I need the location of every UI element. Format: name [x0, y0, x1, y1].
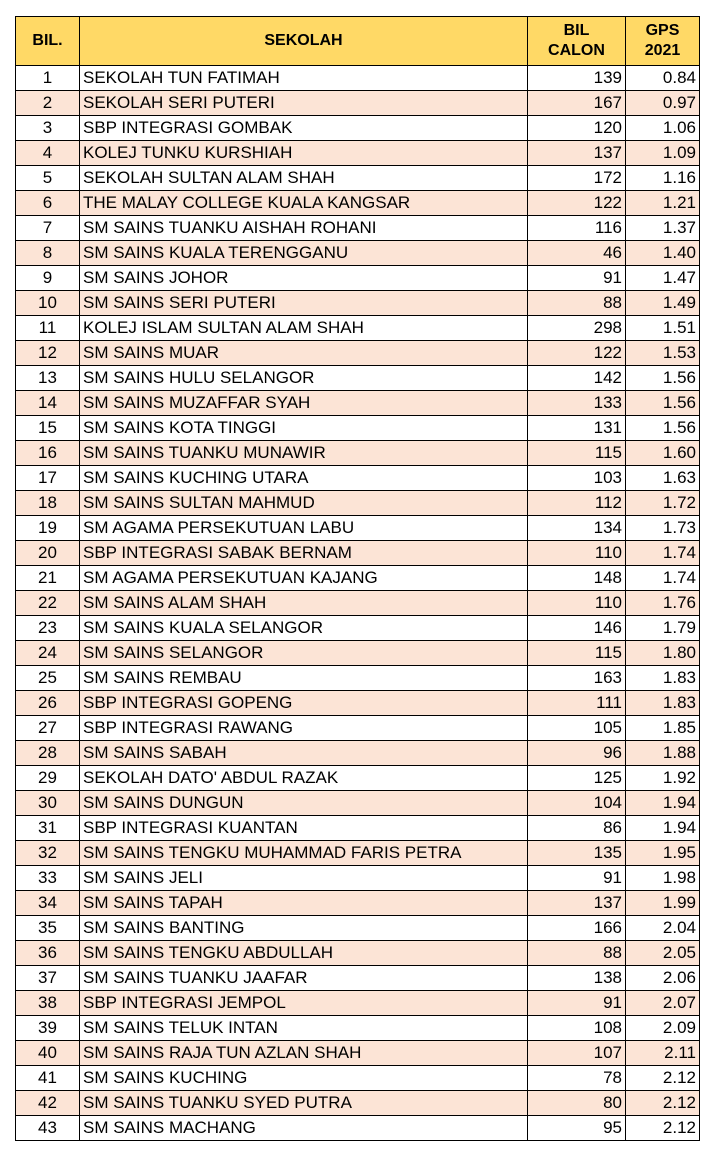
- cell-bil: 40: [16, 1041, 80, 1066]
- cell-sekolah: SM SAINS DUNGUN: [80, 791, 528, 816]
- cell-gps: 1.74: [626, 566, 700, 591]
- cell-gps: 2.12: [626, 1066, 700, 1091]
- cell-bil: 17: [16, 466, 80, 491]
- cell-bil-calon: 122: [528, 341, 626, 366]
- cell-bil: 2: [16, 91, 80, 116]
- cell-bil-calon: 108: [528, 1016, 626, 1041]
- cell-bil-calon: 146: [528, 616, 626, 641]
- cell-bil: 19: [16, 516, 80, 541]
- cell-sekolah: SM SAINS MUZAFFAR SYAH: [80, 391, 528, 416]
- cell-gps: 1.06: [626, 116, 700, 141]
- table-row: [16, 391, 700, 416]
- cell-gps: 1.51: [626, 316, 700, 341]
- cell-sekolah: SM SAINS KUCHING: [80, 1066, 528, 1091]
- cell-bil-calon: 80: [528, 1091, 626, 1116]
- table-row: [16, 791, 700, 816]
- cell-bil: 12: [16, 341, 80, 366]
- cell-gps: 1.21: [626, 191, 700, 216]
- cell-bil-calon: 86: [528, 816, 626, 841]
- table-row: [16, 766, 700, 791]
- cell-sekolah: SM SAINS JOHOR: [80, 266, 528, 291]
- cell-gps: 1.83: [626, 691, 700, 716]
- school-ranking-table: [15, 16, 700, 1141]
- cell-bil-calon: 91: [528, 266, 626, 291]
- cell-bil-calon: 163: [528, 666, 626, 691]
- cell-sekolah: SM SAINS TUANKU AISHAH ROHANI: [80, 216, 528, 241]
- table-row: [16, 141, 700, 166]
- cell-gps: 1.49: [626, 291, 700, 316]
- table-row: [16, 741, 700, 766]
- table-row: [16, 941, 700, 966]
- header-row: [16, 17, 700, 66]
- cell-bil-calon: 110: [528, 591, 626, 616]
- cell-bil: 41: [16, 1066, 80, 1091]
- table-row: [16, 216, 700, 241]
- header-bil-calon: [528, 17, 626, 66]
- cell-sekolah: THE MALAY COLLEGE KUALA KANGSAR: [80, 191, 528, 216]
- cell-bil: 6: [16, 191, 80, 216]
- table-row: [16, 866, 700, 891]
- table-row: [16, 666, 700, 691]
- cell-gps: 1.37: [626, 216, 700, 241]
- cell-sekolah: SM SAINS BANTING: [80, 916, 528, 941]
- table-row: [16, 966, 700, 991]
- cell-bil-calon: 95: [528, 1116, 626, 1141]
- table-row: [16, 266, 700, 291]
- cell-bil-calon: 137: [528, 141, 626, 166]
- cell-gps: 1.94: [626, 791, 700, 816]
- cell-bil-calon: 46: [528, 241, 626, 266]
- cell-bil: 43: [16, 1116, 80, 1141]
- cell-bil-calon: 107: [528, 1041, 626, 1066]
- table-row: [16, 516, 700, 541]
- cell-bil: 1: [16, 66, 80, 91]
- cell-sekolah: SEKOLAH TUN FATIMAH: [80, 66, 528, 91]
- cell-bil-calon: 298: [528, 316, 626, 341]
- cell-sekolah: SEKOLAH DATO' ABDUL RAZAK: [80, 766, 528, 791]
- cell-bil: 25: [16, 666, 80, 691]
- cell-gps: 1.63: [626, 466, 700, 491]
- cell-bil-calon: 125: [528, 766, 626, 791]
- cell-sekolah: SM SAINS KUALA TERENGGANU: [80, 241, 528, 266]
- table-row: [16, 916, 700, 941]
- cell-gps: 1.92: [626, 766, 700, 791]
- cell-bil-calon: 131: [528, 416, 626, 441]
- cell-bil: 35: [16, 916, 80, 941]
- cell-bil-calon: 172: [528, 166, 626, 191]
- cell-sekolah: SEKOLAH SERI PUTERI: [80, 91, 528, 116]
- cell-bil: 18: [16, 491, 80, 516]
- cell-sekolah: SM SAINS HULU SELANGOR: [80, 366, 528, 391]
- header-sekolah: SEKOLAH: [80, 17, 528, 66]
- cell-bil: 30: [16, 791, 80, 816]
- table-row: [16, 191, 700, 216]
- cell-bil: 28: [16, 741, 80, 766]
- cell-sekolah: SEKOLAH SULTAN ALAM SHAH: [80, 166, 528, 191]
- header-gps-line2: 2021: [644, 42, 681, 59]
- table-row: [16, 291, 700, 316]
- table-row: [16, 491, 700, 516]
- table-row: [16, 566, 700, 591]
- cell-sekolah: SM SAINS MUAR: [80, 341, 528, 366]
- cell-bil: 22: [16, 591, 80, 616]
- cell-gps: 1.47: [626, 266, 700, 291]
- cell-bil-calon: 88: [528, 291, 626, 316]
- cell-gps: 1.56: [626, 366, 700, 391]
- cell-bil: 37: [16, 966, 80, 991]
- table-body: [16, 66, 700, 1141]
- table-header: [16, 17, 700, 66]
- cell-gps: 1.94: [626, 816, 700, 841]
- cell-sekolah: SM SAINS SABAH: [80, 741, 528, 766]
- cell-bil: 42: [16, 1091, 80, 1116]
- cell-bil: 38: [16, 991, 80, 1016]
- cell-bil-calon: 133: [528, 391, 626, 416]
- table-row: [16, 891, 700, 916]
- cell-sekolah: SBP INTEGRASI GOPENG: [80, 691, 528, 716]
- header-bil-calon-line1: BIL: [563, 22, 590, 39]
- header-gps: [626, 17, 700, 66]
- cell-sekolah: SM SAINS RAJA TUN AZLAN SHAH: [80, 1041, 528, 1066]
- cell-sekolah: SBP INTEGRASI RAWANG: [80, 716, 528, 741]
- table-row: [16, 1016, 700, 1041]
- table-row: [16, 641, 700, 666]
- table-row: [16, 466, 700, 491]
- header-bil: BIL.: [16, 17, 80, 66]
- cell-gps: 1.88: [626, 741, 700, 766]
- cell-bil: 9: [16, 266, 80, 291]
- cell-bil: 5: [16, 166, 80, 191]
- table-row: [16, 441, 700, 466]
- cell-bil: 16: [16, 441, 80, 466]
- cell-bil: 13: [16, 366, 80, 391]
- cell-sekolah: SM SAINS TENGKU MUHAMMAD FARIS PETRA: [80, 841, 528, 866]
- cell-sekolah: SM SAINS JELI: [80, 866, 528, 891]
- header-bil-calon-line2: CALON: [548, 42, 605, 59]
- cell-sekolah: KOLEJ ISLAM SULTAN ALAM SHAH: [80, 316, 528, 341]
- cell-bil: 14: [16, 391, 80, 416]
- cell-bil-calon: 111: [528, 691, 626, 716]
- table-row: [16, 416, 700, 441]
- table-row: [16, 341, 700, 366]
- cell-gps: 1.74: [626, 541, 700, 566]
- cell-gps: 1.56: [626, 391, 700, 416]
- cell-sekolah: SM SAINS TELUK INTAN: [80, 1016, 528, 1041]
- cell-bil-calon: 110: [528, 541, 626, 566]
- cell-bil: 36: [16, 941, 80, 966]
- cell-sekolah: SM SAINS TAPAH: [80, 891, 528, 916]
- cell-gps: 2.06: [626, 966, 700, 991]
- cell-bil-calon: 135: [528, 841, 626, 866]
- cell-sekolah: SBP INTEGRASI SABAK BERNAM: [80, 541, 528, 566]
- cell-gps: 1.95: [626, 841, 700, 866]
- cell-bil-calon: 139: [528, 66, 626, 91]
- cell-bil: 3: [16, 116, 80, 141]
- cell-sekolah: KOLEJ TUNKU KURSHIAH: [80, 141, 528, 166]
- cell-sekolah: SM SAINS TUANKU JAAFAR: [80, 966, 528, 991]
- cell-sekolah: SBP INTEGRASI GOMBAK: [80, 116, 528, 141]
- cell-gps: 1.09: [626, 141, 700, 166]
- cell-gps: 2.09: [626, 1016, 700, 1041]
- cell-bil: 21: [16, 566, 80, 591]
- cell-gps: 1.40: [626, 241, 700, 266]
- cell-bil-calon: 88: [528, 941, 626, 966]
- table-row: [16, 841, 700, 866]
- cell-sekolah: SM AGAMA PERSEKUTUAN KAJANG: [80, 566, 528, 591]
- cell-bil: 15: [16, 416, 80, 441]
- cell-bil: 23: [16, 616, 80, 641]
- cell-bil-calon: 167: [528, 91, 626, 116]
- cell-bil-calon: 104: [528, 791, 626, 816]
- table-row: [16, 541, 700, 566]
- cell-bil-calon: 115: [528, 441, 626, 466]
- cell-sekolah: SBP INTEGRASI JEMPOL: [80, 991, 528, 1016]
- cell-bil-calon: 115: [528, 641, 626, 666]
- cell-gps: 1.98: [626, 866, 700, 891]
- cell-bil: 29: [16, 766, 80, 791]
- cell-sekolah: SM SAINS REMBAU: [80, 666, 528, 691]
- cell-sekolah: SM SAINS TUANKU SYED PUTRA: [80, 1091, 528, 1116]
- cell-gps: 1.83: [626, 666, 700, 691]
- cell-sekolah: SM SAINS KUALA SELANGOR: [80, 616, 528, 641]
- cell-bil-calon: 91: [528, 991, 626, 1016]
- cell-bil: 39: [16, 1016, 80, 1041]
- cell-bil: 33: [16, 866, 80, 891]
- cell-gps: 1.79: [626, 616, 700, 641]
- table-row: [16, 316, 700, 341]
- cell-bil-calon: 166: [528, 916, 626, 941]
- header-gps-line1: GPS: [645, 22, 680, 39]
- cell-bil-calon: 142: [528, 366, 626, 391]
- cell-gps: 1.72: [626, 491, 700, 516]
- table-row: [16, 1066, 700, 1091]
- cell-bil-calon: 105: [528, 716, 626, 741]
- cell-bil-calon: 112: [528, 491, 626, 516]
- cell-bil: 20: [16, 541, 80, 566]
- cell-sekolah: SM SAINS TENGKU ABDULLAH: [80, 941, 528, 966]
- cell-gps: 1.76: [626, 591, 700, 616]
- cell-bil-calon: 78: [528, 1066, 626, 1091]
- cell-bil-calon: 96: [528, 741, 626, 766]
- cell-bil-calon: 91: [528, 866, 626, 891]
- table-row: [16, 991, 700, 1016]
- cell-bil: 7: [16, 216, 80, 241]
- cell-bil-calon: 134: [528, 516, 626, 541]
- cell-bil: 11: [16, 316, 80, 341]
- cell-bil: 24: [16, 641, 80, 666]
- cell-sekolah: SM SAINS KUCHING UTARA: [80, 466, 528, 491]
- cell-bil: 31: [16, 816, 80, 841]
- cell-bil: 10: [16, 291, 80, 316]
- table-row: [16, 116, 700, 141]
- table-row: [16, 241, 700, 266]
- cell-gps: 1.60: [626, 441, 700, 466]
- table-row: [16, 591, 700, 616]
- cell-bil: 27: [16, 716, 80, 741]
- cell-bil-calon: 137: [528, 891, 626, 916]
- cell-bil-calon: 122: [528, 191, 626, 216]
- cell-bil-calon: 138: [528, 966, 626, 991]
- table-row: [16, 91, 700, 116]
- table-row: [16, 66, 700, 91]
- cell-gps: 1.80: [626, 641, 700, 666]
- cell-bil-calon: 116: [528, 216, 626, 241]
- cell-gps: 1.53: [626, 341, 700, 366]
- cell-sekolah: SM SAINS KOTA TINGGI: [80, 416, 528, 441]
- cell-bil-calon: 120: [528, 116, 626, 141]
- cell-bil: 34: [16, 891, 80, 916]
- cell-sekolah: SBP INTEGRASI KUANTAN: [80, 816, 528, 841]
- table-row: [16, 1041, 700, 1066]
- cell-bil: 26: [16, 691, 80, 716]
- cell-sekolah: SM SAINS SULTAN MAHMUD: [80, 491, 528, 516]
- cell-gps: 2.12: [626, 1116, 700, 1141]
- cell-gps: 0.97: [626, 91, 700, 116]
- cell-gps: 2.11: [626, 1041, 700, 1066]
- cell-sekolah: SM SAINS ALAM SHAH: [80, 591, 528, 616]
- cell-gps: 2.07: [626, 991, 700, 1016]
- cell-gps: 1.85: [626, 716, 700, 741]
- table-row: [16, 616, 700, 641]
- cell-bil-calon: 103: [528, 466, 626, 491]
- cell-bil: 32: [16, 841, 80, 866]
- cell-gps: 1.73: [626, 516, 700, 541]
- cell-gps: 1.99: [626, 891, 700, 916]
- cell-gps: 0.84: [626, 66, 700, 91]
- table-row: [16, 816, 700, 841]
- cell-sekolah: SM SAINS TUANKU MUNAWIR: [80, 441, 528, 466]
- table-row: [16, 1116, 700, 1141]
- table-row: [16, 1091, 700, 1116]
- table-row: [16, 716, 700, 741]
- table-row: [16, 366, 700, 391]
- cell-sekolah: SM SAINS SELANGOR: [80, 641, 528, 666]
- cell-gps: 2.05: [626, 941, 700, 966]
- cell-gps: 1.16: [626, 166, 700, 191]
- cell-sekolah: SM SAINS SERI PUTERI: [80, 291, 528, 316]
- cell-sekolah: SM SAINS MACHANG: [80, 1116, 528, 1141]
- cell-bil: 8: [16, 241, 80, 266]
- table-row: [16, 166, 700, 191]
- table-row: [16, 691, 700, 716]
- cell-gps: 2.04: [626, 916, 700, 941]
- cell-bil: 4: [16, 141, 80, 166]
- cell-gps: 1.56: [626, 416, 700, 441]
- cell-sekolah: SM AGAMA PERSEKUTUAN LABU: [80, 516, 528, 541]
- cell-bil-calon: 148: [528, 566, 626, 591]
- cell-gps: 2.12: [626, 1091, 700, 1116]
